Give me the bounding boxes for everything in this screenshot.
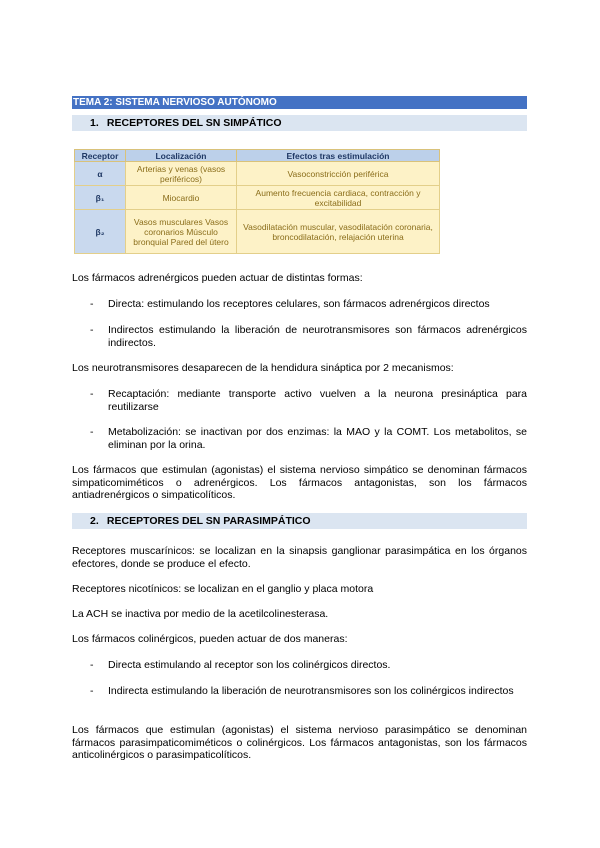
paragraph: Receptores nicotínicos: se localizan en el ganglio y placa motora: [72, 583, 374, 595]
list-item: [90, 388, 527, 413]
section-number: 1.: [90, 117, 99, 129]
section-number: 2.: [90, 515, 99, 527]
table-header: Localización: [126, 150, 237, 162]
table-header: Efectos tras estimulación: [237, 150, 440, 162]
list-item-text: Indirectos estimulando la liberación de neurotransmisores son fármacos adrenérgicos indirectos.: [108, 324, 527, 349]
receptor-cell: β₂: [75, 210, 126, 254]
section-label: RECEPTORES DEL SN SIMPÁTICO: [106, 117, 282, 129]
table-row: [75, 162, 440, 186]
table-row: [75, 186, 440, 210]
bullet-dash: -: [90, 426, 94, 438]
section-heading-1: [72, 115, 527, 131]
receptor-cell: α: [75, 162, 126, 186]
table-header-row: [75, 150, 440, 162]
paragraph: Los fármacos colinérgicos, pueden actuar de dos maneras:: [72, 633, 348, 645]
list-item-text: Recaptación: mediante transporte activo vuelven a la neurona presináptica para reutilizarse: [108, 388, 527, 413]
list-item: [90, 659, 527, 672]
paragraph: Receptores muscarínicos: se localizan en la sinapsis ganglionar parasimpática en los órganos efectores, donde se produce el efecto.: [72, 545, 527, 570]
effect-cell: Vasodilatación muscular, vasodilatación coronaria, broncodilatación, relajación uterina: [237, 210, 440, 254]
location-cell: Miocardio: [126, 186, 237, 210]
table-header: Receptor: [75, 150, 126, 162]
location-cell: Arterias y venas (vasos periféricos): [126, 162, 237, 186]
section-label: RECEPTORES DEL SN PARASIMPÁTICO: [106, 515, 311, 527]
list-item-text: Directa: estimulando los receptores celulares, son fármacos adrenérgicos directos: [108, 298, 490, 310]
paragraph: Los neurotransmisores desaparecen de la hendidura sináptica por 2 mecanismos:: [72, 362, 454, 374]
bullet-dash: -: [90, 324, 94, 336]
bullet-dash: -: [90, 659, 94, 671]
list-item: [90, 324, 527, 349]
receptor-table: [74, 149, 440, 254]
list-item: [90, 426, 527, 451]
receptor-cell: β₁: [75, 186, 126, 210]
effect-cell: Vasoconstricción periférica: [237, 162, 440, 186]
list-item-text: Metabolización: se inactivan por dos enzimas: la MAO y la COMT. Los metabolitos, se eliminan por la orina.: [108, 426, 527, 451]
bullet-dash: -: [90, 685, 94, 697]
document-title: TEMA 2: SISTEMA NERVIOSO AUTÓNOMO: [72, 96, 527, 109]
paragraph: Los fármacos adrenérgicos pueden actuar de distintas formas:: [72, 272, 363, 284]
list-item: [90, 298, 527, 311]
bullet-dash: -: [90, 388, 94, 400]
effect-cell: Aumento frecuencia cardiaca, contracción y excitabilidad: [237, 186, 440, 210]
list-item-text: Directa estimulando al receptor son los colinérgicos directos.: [108, 659, 391, 671]
location-cell: Vasos musculares Vasos coronarios Músculo bronquial Pared del útero: [126, 210, 237, 254]
bullet-dash: -: [90, 298, 94, 310]
list-item: [90, 685, 527, 698]
list-item-text: Indirecta estimulando la liberación de neurotransmisores son los colinérgicos indirectos: [108, 685, 514, 697]
table-row: [75, 210, 440, 254]
paragraph: Los fármacos que estimulan (agonistas) el sistema nervioso simpático se denominan fármacos simpaticomiméticos o adrenérgicos. Los fármacos antagonistas, son los fármacos antiadrenérgicos o simpaticolíticos.: [72, 464, 527, 501]
paragraph: La ACH se inactiva por medio de la acetilcolinesterasa.: [72, 608, 329, 620]
section-heading-2: [72, 513, 527, 529]
paragraph: Los fármacos que estimulan (agonistas) el sistema nervioso parasimpático se denominan fármacos parasimpaticomiméticos o colinérgicos. Los fármacos antagonistas, son los fármacos anticolinérgicos o parasimpaticolíticos.: [72, 724, 527, 761]
